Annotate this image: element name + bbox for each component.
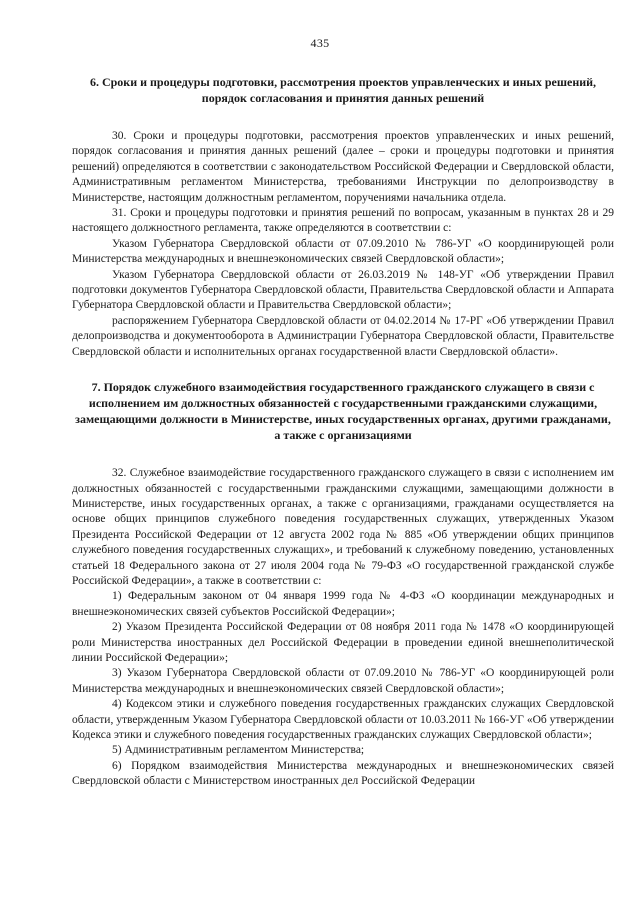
page-content (72, 74, 614, 790)
list-item-5: 5) Административным регламентом Министерства; (112, 744, 365, 757)
page-number: 435 (310, 36, 330, 50)
paragraph-31: 31. Сроки и процедуры подготовки и принятия решений по вопросам, указанным в пунктах 28 и 29 настоящего должностного регламента, также определяются в соответствии с: (72, 207, 614, 235)
section-6-heading: 6. Сроки и процедуры подготовки, рассмотрения проектов управленческих и иных решений, порядок согласования и принятия данных решений (89, 75, 597, 105)
list-item-4: 4) Кодексом этики и служебного поведения государственных гражданских служащих Свердловской области, утвержденным Указом Губернатора Свердловской области от 10.03.2011 № 166-УГ «Об утверждении Кодекса этики и служебного поведения государственных гражданских служащих Свердловской области»; (72, 698, 614, 741)
section-7-heading: 7. Порядок служебного взаимодействия государственного гражданского служащего в связи с исполнением им должностных обязанностей с государственными гражданскими служащими, замещающими должности в Министерстве, иных государственных органах, другими гражданами, а также с организациями (75, 380, 611, 443)
list-item-6: 6) Порядком взаимодействия Министерства международных и внешнеэкономических связей Свердловской области с Министерством иностранных дел Российской Федерации (72, 759, 614, 788)
list-item-1: 1) Федеральным законом от 04 января 1999 года № 4-ФЗ «О координации международных и внешнеэкономических связей субъектов Российской Федерации»; (72, 590, 614, 618)
list-item-2: 2) Указом Президента Российской Федерации от 08 ноября 2011 года № 1478 «О координирующей роли Министерства иностранных дел Российской Федерации в проведении единой внешнеполитической линии Российской Федерации»; (72, 621, 614, 664)
list-item-decree-786: Указом Губернатора Свердловской области от 07.09.2010 № 786-УГ «О координирующей роли Министерства международных и внешнеэкономических связей Свердловской области»; (72, 237, 614, 266)
list-item-order-17: распоряжением Губернатора Свердловской области от 04.02.2014 № 17-РГ «Об утверждении Правил делопроизводства и документооборота в Администрации Губернатора Свердловской области, Правительстве Свердловской области и исполнительных органах государственной власти Свердловской области». (72, 314, 614, 358)
list-item-3: 3) Указом Губернатора Свердловской области от 07.09.2010 № 786-УГ «О координирующей роли Министерства международных и внешнеэкономических связей Свердловской области»; (72, 667, 614, 695)
paragraph-30: 30. Сроки и процедуры подготовки, рассмотрения проектов управленческих и иных решений, порядок согласования и принятия данных решений (далее – сроки и процедуры подготовки и принятия решений) определяются в соответствии с законодательством Российской Федерации и Свердловской области, Административным регламентом Министерства, требованиями Инструкции по делопроизводству в Министерстве, настоящим должностным регламентом, поручениями начальника отдела. (72, 130, 614, 204)
list-item-decree-148: Указом Губернатора Свердловской области от 26.03.2019 № 148-УГ «Об утверждении Правил подготовки документов Губернатора Свердловской области, Правительства Свердловской области и Аппарата Губернатора Свердловской области и Правительства Свердловской области»; (72, 268, 614, 312)
paragraph-32: 32. Служебное взаимодействие государственного гражданского служащего в связи с исполнением им должностных обязанностей с государственными гражданскими служащими, замещающими должности в Министерстве, иных государственных органах, а также с организациями, гражданами осуществляется на основе общих принципов служебного поведения государственных служащих, утвержденных Указом Президента Российской Федерации от 12 августа 2002 года № 885 «Об утверждении общих принципов служебного поведения государственных служащих», и требований к служебному поведению, установленных статьей 18 Федерального закона от 27 июля 2004 года № 79-ФЗ «О государственной гражданской службе Российской Федерации», а также в соответствии с: (72, 467, 614, 587)
